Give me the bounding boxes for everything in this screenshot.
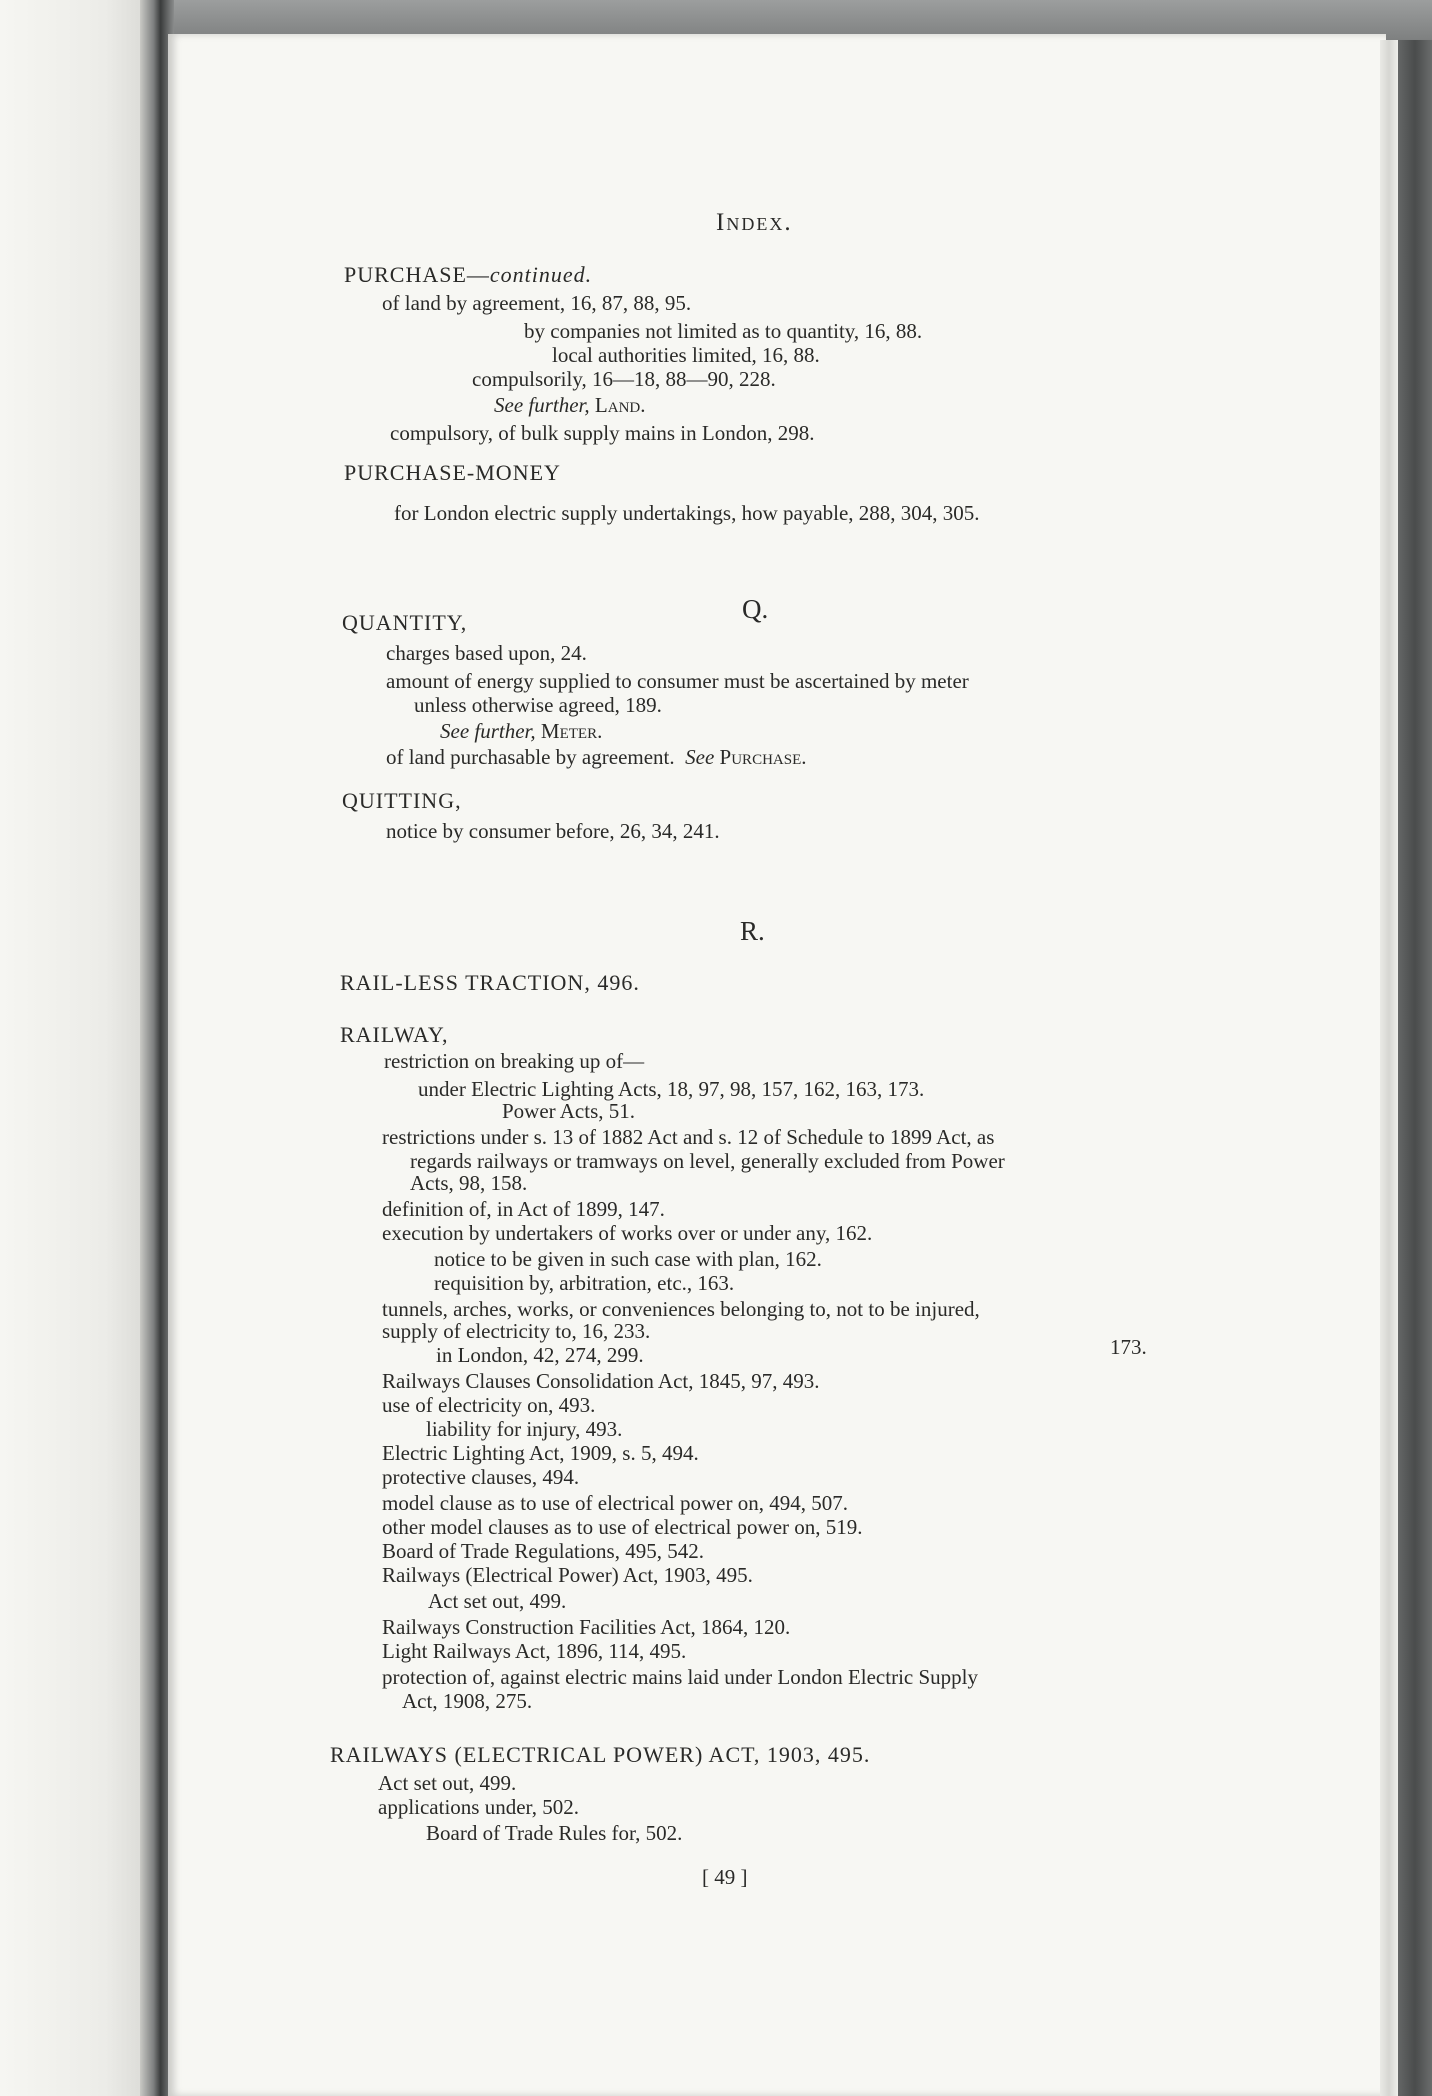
entry-heading-quantity: QUANTITY, bbox=[342, 610, 468, 635]
entry-heading-railways-electrical-power-act: RAILWAYS (ELECTRICAL POWER) ACT, 1903, 495. bbox=[330, 1742, 871, 1767]
entry-line: Railways Clauses Consolidation Act, 1845, 97, 493. bbox=[382, 1369, 820, 1393]
entry-line: in London, 42, 274, 299. bbox=[436, 1343, 644, 1367]
entry-line: applications under, 502. bbox=[378, 1795, 579, 1819]
entry-line: Board of Trade Regulations, 495, 542. bbox=[382, 1539, 704, 1563]
entry-line: by companies not limited as to quantity, 16, 88. bbox=[524, 319, 923, 343]
entry-line: regards railways or tramways on level, generally excluded from Power bbox=[410, 1149, 1005, 1173]
entry-line: local authorities limited, 16, 88. bbox=[552, 343, 820, 367]
entry-line: Act, 1908, 275. bbox=[402, 1689, 533, 1713]
entry-line: Act set out, 499. bbox=[378, 1771, 517, 1795]
entry-line: Railways (Electrical Power) Act, 1903, 495. bbox=[382, 1563, 753, 1587]
entry-heading-purchase: PURCHASE—continued. bbox=[344, 262, 593, 287]
entry-line: liability for injury, 493. bbox=[426, 1417, 623, 1441]
page-number: [ 49 ] bbox=[702, 1865, 748, 1889]
entry-line: Board of Trade Rules for, 502. bbox=[426, 1821, 683, 1845]
entry-line: restrictions under s. 13 of 1882 Act and s. 12 of Schedule to 1899 Act, as bbox=[382, 1125, 995, 1149]
entry-heading-quitting: QUITTING, bbox=[342, 788, 462, 813]
entry-line: unless otherwise agreed, 189. bbox=[414, 693, 662, 717]
entry-line: amount of energy supplied to consumer must be ascertained by meter bbox=[386, 669, 969, 693]
entry-line: restriction on breaking up of— bbox=[384, 1049, 645, 1073]
see-further-line: See further, Meter. bbox=[440, 719, 603, 743]
entry-line: charges based upon, 24. bbox=[386, 641, 587, 665]
entry-line: supply of electricity to, 16, 233. bbox=[382, 1319, 651, 1343]
entry-heading-purchase-money: PURCHASE-MONEY bbox=[344, 460, 561, 485]
entry-line: other model clauses as to use of electrical power on, 519. bbox=[382, 1515, 863, 1539]
entry-heading-railway: RAILWAY, bbox=[340, 1022, 449, 1047]
entry-line: definition of, in Act of 1899, 147. bbox=[382, 1197, 665, 1221]
entry-line: Power Acts, 51. bbox=[502, 1099, 635, 1123]
entry-line: of land purchasable by agreement. See Purchase. bbox=[386, 745, 807, 769]
entry-line: execution by undertakers of works over or under any, 162. bbox=[382, 1221, 873, 1245]
section-letter-q: Q. bbox=[742, 594, 769, 624]
entry-line: notice by consumer before, 26, 34, 241. bbox=[386, 819, 720, 843]
page-title: Index. bbox=[716, 209, 793, 236]
entry-line: tunnels, arches, works, or conveniences belonging to, not to be injured, bbox=[382, 1297, 980, 1321]
entry-line: requisition by, arbitration, etc., 163. bbox=[434, 1271, 735, 1295]
entry-line: compulsorily, 16—18, 88—90, 228. bbox=[472, 367, 776, 391]
entry-line: of land by agreement, 16, 87, 88, 95. bbox=[382, 291, 692, 315]
entry-line: compulsory, of bulk supply mains in London, 298. bbox=[390, 421, 815, 445]
section-letter-r: R. bbox=[740, 916, 765, 946]
entry-line: for London electric supply undertakings, how payable, 288, 304, 305. bbox=[394, 501, 980, 525]
page-stack-edge bbox=[1380, 40, 1398, 2096]
entry-line: protection of, against electric mains laid under London Electric Supply bbox=[382, 1665, 978, 1689]
entry-line: Act set out, 499. bbox=[428, 1589, 567, 1613]
see-further-line: See further, Land. bbox=[494, 393, 646, 417]
entry-line: notice to be given in such case with plan, 162. bbox=[434, 1247, 822, 1271]
entry-line: Acts, 98, 158. bbox=[410, 1171, 528, 1195]
entry-line: model clause as to use of electrical power on, 494, 507. bbox=[382, 1491, 848, 1515]
entry-line: under Electric Lighting Acts, 18, 97, 98, 157, 162, 163, 173. bbox=[418, 1077, 925, 1101]
book-cover-edge bbox=[1398, 40, 1432, 2096]
entry-line: Electric Lighting Act, 1909, s. 5, 494. bbox=[382, 1441, 699, 1465]
entry-line: Railways Construction Facilities Act, 1864, 120. bbox=[382, 1615, 791, 1639]
facing-page-edge bbox=[0, 0, 150, 2096]
entry-page-ref: 173. bbox=[1110, 1335, 1147, 1359]
entry-line: use of electricity on, 493. bbox=[382, 1393, 596, 1417]
entry-line: Light Railways Act, 1896, 114, 495. bbox=[382, 1639, 687, 1663]
entry-heading-rail-less-traction: RAIL-LESS TRACTION, 496. bbox=[340, 970, 640, 995]
entry-line: protective clauses, 494. bbox=[382, 1465, 580, 1489]
